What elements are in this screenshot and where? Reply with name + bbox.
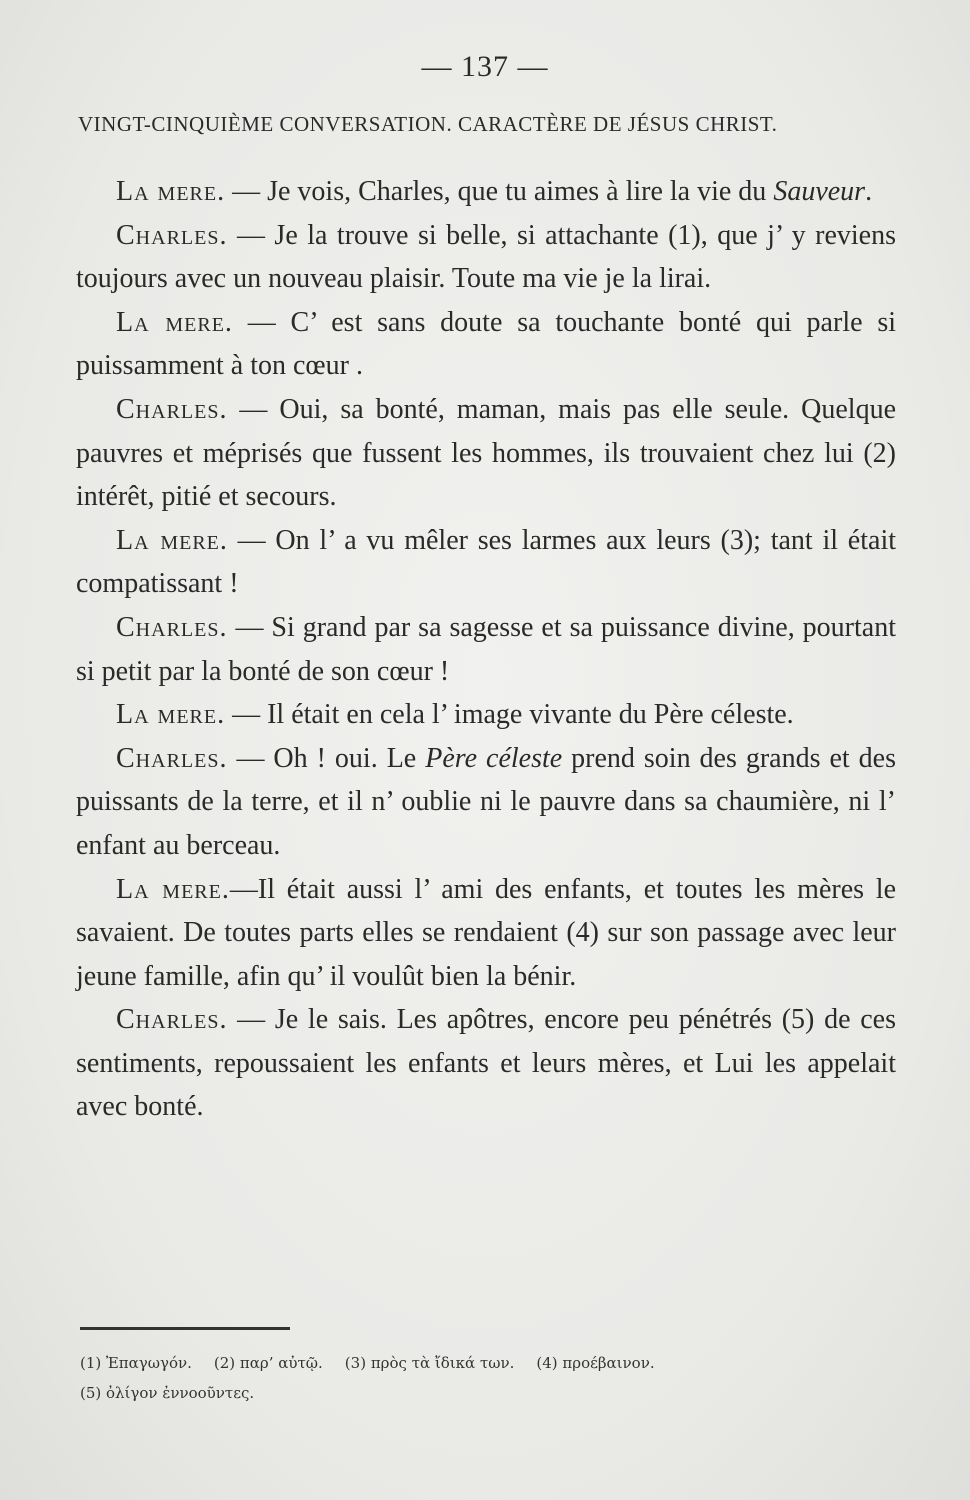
speaker-label: Charles.	[116, 611, 228, 643]
dialogue-text: — Oui, sa bonté, maman, mais pas elle seule. Quelque pauvres et méprisés que fussent les hommes, ils trouvaient chez lui (2) intérêt, pitié et secours.	[76, 393, 896, 513]
speaker-label: Charles.	[116, 219, 228, 251]
dialogue-paragraph	[76, 737, 896, 868]
dialogue-text: — Je vois, Charles, que tu aimes à lire la vie du	[225, 176, 774, 207]
dialogue-paragraph	[76, 693, 896, 737]
speaker-label: Charles.	[116, 1004, 228, 1036]
dialogue-paragraph	[76, 868, 896, 999]
speaker-label: La mere.	[116, 873, 230, 905]
footnote: (4) προέβαινον.	[536, 1354, 655, 1372]
emphasized-text: Père céleste	[425, 742, 563, 774]
speaker-label: Charles.	[116, 742, 228, 774]
footnotes	[80, 1348, 910, 1408]
footnote-divider	[80, 1327, 290, 1330]
dialogue-body	[76, 170, 896, 1129]
dialogue-paragraph	[76, 214, 896, 301]
footnote: (1) Ἐπαγωγόν.	[80, 1354, 192, 1372]
dialogue-text: — C’ est sans doute sa touchante bonté qui parle si puissamment à ton cœur .	[76, 306, 896, 382]
dialogue-paragraph	[76, 170, 896, 214]
footnote: (5) ὀλίγον ἐννοοῦντες.	[80, 1384, 255, 1402]
dialogue-paragraph	[76, 301, 896, 388]
emphasized-text: Sauveur	[773, 176, 866, 207]
dialogue-text: —Il était aussi l’ ami des enfants, et toutes les mères le savaient. De toutes parts elles se rendaient (4) sur son passage avec leur jeune famille, afin qu’ il voulût bien la bénir.	[76, 873, 896, 992]
dialogue-paragraph	[76, 388, 896, 519]
speaker-label: La mere.	[116, 176, 226, 207]
dialogue-text: — On l’ a vu mêler ses larmes aux leurs (3); tant il était compatissant !	[76, 524, 897, 600]
dialogue-paragraph	[76, 519, 896, 606]
dialogue-text: — Si grand par sa sagesse et sa puissance divine, pourtant si petit par la bonté de son cœur !	[76, 611, 896, 687]
dialogue-paragraph	[76, 606, 896, 693]
speaker-label: Charles.	[116, 393, 228, 425]
dialogue-text: — Je la trouve si belle, si attachante (1), que j’ y reviens toujours avec un nouveau plaisir. Toute ma vie je la lirai.	[76, 219, 896, 295]
footnote: (2) παρ’ αὐτῷ.	[213, 1354, 323, 1372]
dialogue-text: prend soin des grands et des puissants de la terre, et il n’ oublie ni le pauvre dans sa chaumière, ni l’ enfant au berceau.	[76, 742, 897, 861]
dialogue-text: — Oh ! oui. Le	[227, 742, 426, 774]
footnote: (3) πρὸς τὰ ἴδικά των.	[344, 1354, 515, 1372]
speaker-label: La mere.	[116, 524, 228, 556]
dialogue-text: — Il était en cela l’ image vivante du Père céleste.	[225, 699, 794, 731]
dialogue-text: .	[865, 176, 873, 207]
speaker-label: La mere.	[116, 699, 226, 731]
chapter-title: VINGT-CINQUIÈME CONVERSATION. CARACTÈRE DE JÉSUS CHRIST.	[78, 112, 778, 136]
page-number: — 137 —	[421, 50, 549, 83]
dialogue-paragraph	[76, 998, 896, 1129]
speaker-label: La mere.	[116, 306, 233, 338]
dialogue-text: — Je le sais. Les apôtres, encore peu pénétrés (5) de ces sentiments, repoussaient les enfants et leurs mères, et Lui les appelait avec bonté.	[76, 1004, 896, 1123]
